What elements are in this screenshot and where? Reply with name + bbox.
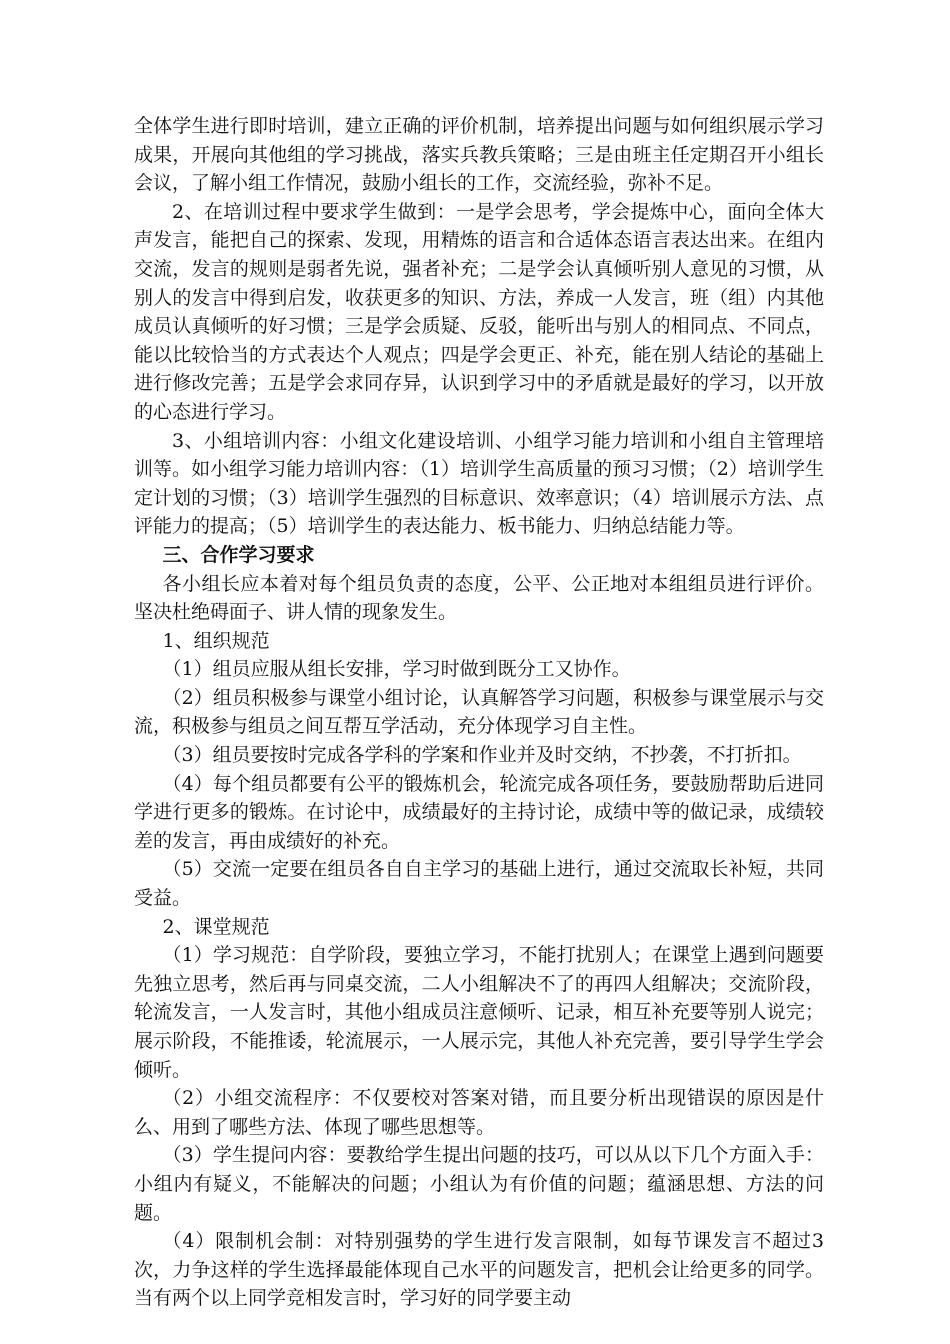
list-item-org-1: （1）组员应服从组长安排，学习时做到既分工又协作。 xyxy=(162,658,631,681)
list-item-org-5: （5）交流一定要在组员各自自主学习的基础上进行，通过交流取长补短，共同受益。 xyxy=(134,858,824,910)
paragraph-group-leader-evaluation: 各小组长应本着对每个组员负责的态度，公平、公正地对本组组员进行评价。坚决杜绝碍面子、讲人情的现象发生。 xyxy=(134,572,824,624)
list-item-class-4: （4）限制机会制：对特别强势的学生进行发言限制，如每节课发言不超过3次，力争这样的学生选择最能体现自己水平的问题发言，把机会让给更多的同学。当有两个以上同学竞相发言时，学习好的同学要主动 xyxy=(134,1230,824,1310)
document-body xyxy=(134,112,824,1313)
list-item-class-2: （2）小组交流程序：不仅要校对答案对错，而且要分析出现错误的原因是什么、用到了哪些方法、体现了哪些思想等。 xyxy=(134,1087,824,1138)
list-item-class-1: （1）学习规范：自学阶段，要独立学习，不能打扰别人；在课堂上遇到问题要先独立思考，然后再与同桌交流，二人小组解决不了的再四人组解决；交流阶段，轮流发言，一人发言时，其他小组成员注意倾听、记录，相互补充要等别人说完；展示阶段，不能推诿，轮流展示，一人展示完，其他人补充完善，要引导学生学会倾听。 xyxy=(134,944,824,1081)
paragraph-training-mechanism: 全体学生进行即时培训，建立正确的评价机制，培养提出问题与如何组织展示学习成果，开展向其他组的学习挑战，落实兵教兵策略；三是由班主任定期召开小组长会议，了解小组工作情况，鼓励小组长的工作，交流经验，弥补不足。 xyxy=(134,115,824,195)
paragraph-training-requirements: 2、在培训过程中要求学生做到：一是学会思考，学会提炼中心，面向全体大声发言，能把自己的探索、发现，用精炼的语言和合适体态语言表达出来。在组内交流，发言的规则是弱者先说，强者补充；二是学会认真倾听别人意见的习惯，从别人的发言中得到启发，收获更多的知识、方法，养成一人发言，班（组）内其他成员认真倾听的好习惯；三是学会质疑、反驳，能听出与别人的相同点、不同点，能以比较恰当的方式表达个人观点；四是学会更正、补充，能在别人结论的基础上进行修改完善；五是学会求同存异，认识到学习中的矛盾就是最好的学习，以开放的心态进行学习。 xyxy=(134,200,824,423)
subheading-organization-rules: 1、组织规范 xyxy=(162,629,270,652)
subheading-classroom-rules: 2、课堂规范 xyxy=(162,915,270,938)
list-item-class-3: （3）学生提问内容：要教给学生提出问题的技巧，可以从以下几个方面入手：小组内有疑义，不能解决的问题；小组认为有价值的问题；蕴涵思想、方法的问题。 xyxy=(134,1144,824,1224)
section-heading-cooperative-learning: 三、合作学习要求 xyxy=(162,543,315,566)
paragraph-training-content: 3、小组培训内容：小组文化建设培训、小组学习能力培训和小组自主管理培训等。如小组学习能力培训内容：（1）培训学生高质量的预习习惯；（2）培训学生定计划的习惯；（3）培训学生强烈的目标意识、效率意识；（4）培训展示方法、点评能力的提高；（5）培训学生的表达能力、板书能力、归纳总结能力等。 xyxy=(134,429,824,538)
list-item-org-4: （4）每个组员都要有公平的锻炼机会，轮流完成各项任务，要鼓励帮助后进同学进行更多的锻炼。在讨论中，成绩最好的主持讨论，成绩中等的做记录，成绩较差的发言，再由成绩好的补充。 xyxy=(134,772,824,852)
list-item-org-3: （3）组员要按时完成各学科的学案和作业并及时交纳，不抄袭，不打折扣。 xyxy=(162,744,802,767)
list-item-org-2: （2）组员积极参与课堂小组讨论，认真解答学习问题，积极参与课堂展示与交流，积极参与组员之间互帮互学活动，充分体现学习自主性。 xyxy=(134,686,824,738)
